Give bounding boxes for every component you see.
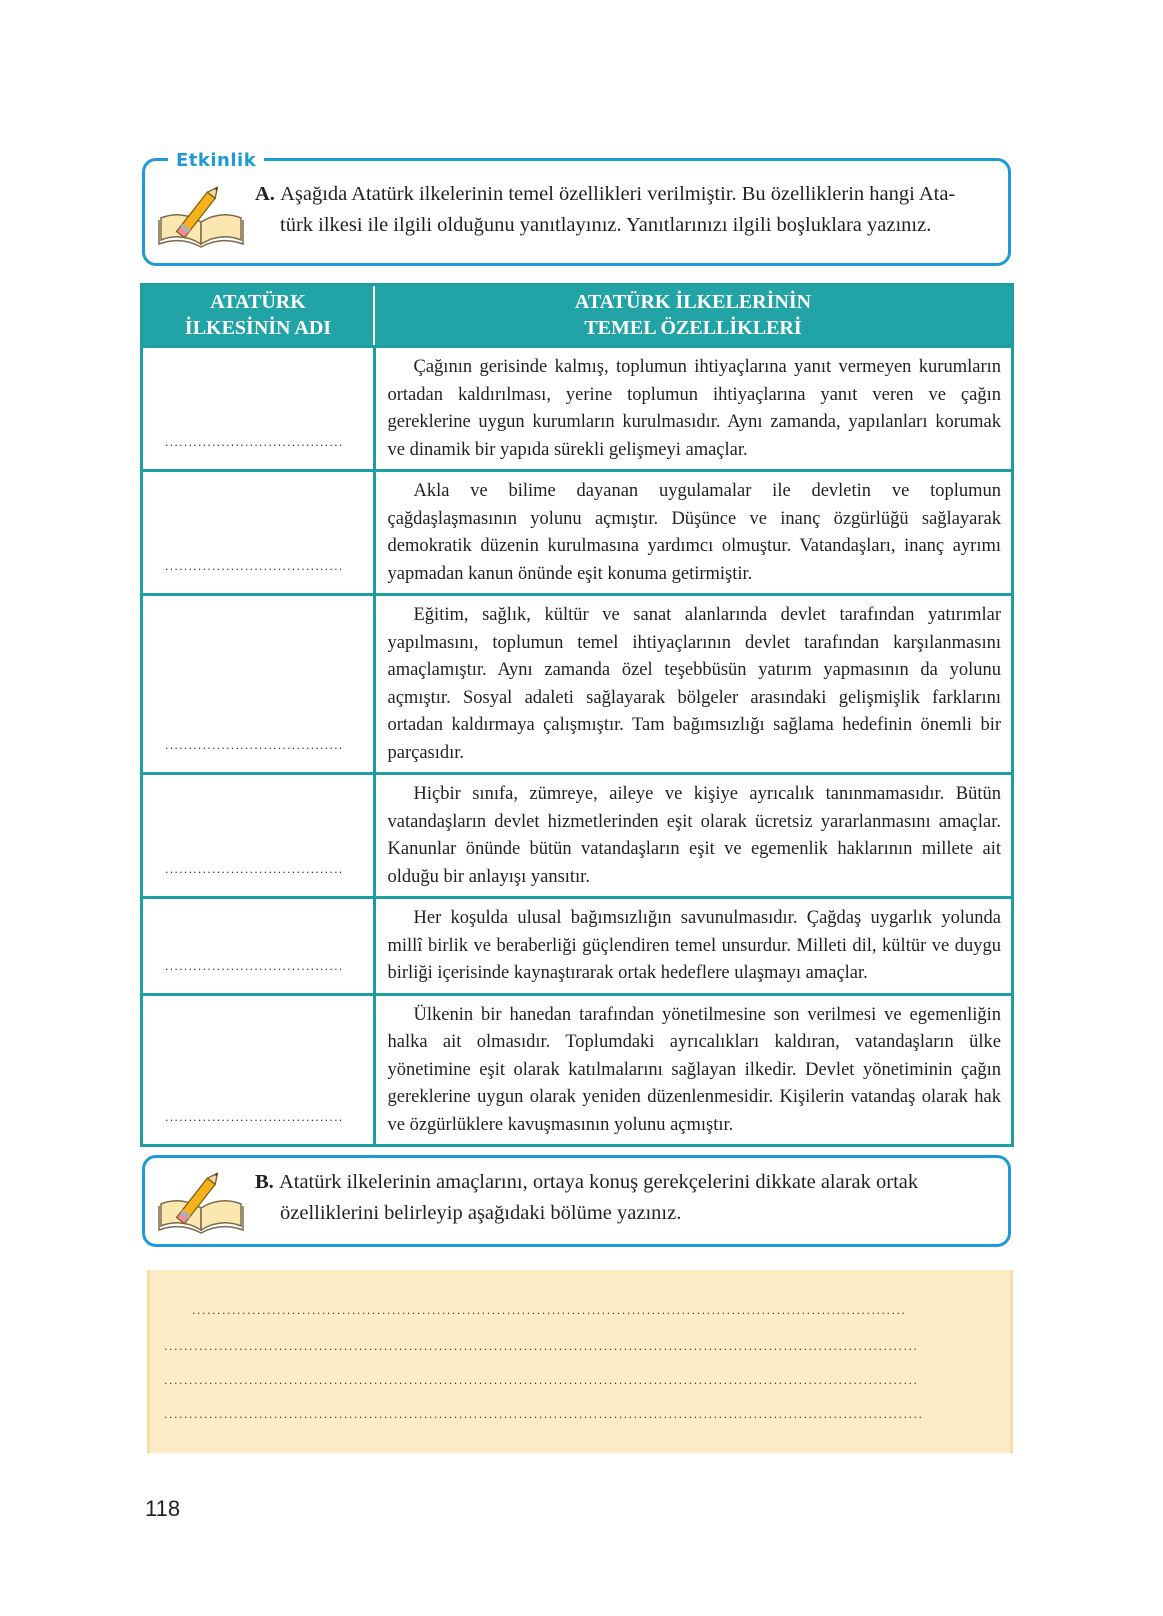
writing-line[interactable]: ........................................................................................................................................................: [164, 1408, 924, 1421]
writing-line[interactable]: .......................................................................................................................................................: [164, 1374, 919, 1387]
table-header-row: [142, 285, 1013, 347]
principle-description: Çağının gerisinde kalmış, toplumun ihtiyaçlarına yanıt vermeyen kurumların ortadan kaldırılması, yerine toplumun ihtiyaçlarına yanıt veren ve çağın gereklerine uygun kurumların kurulmasıdır. Aynı zamanda, yapılanları korumak ve dinamik bir yapıda sürekli gelişmeyi amaçlar.: [374, 347, 1013, 471]
answer-blank[interactable]: ......................................: [142, 347, 375, 471]
activity-label: Etkinlik: [168, 150, 264, 171]
writing-line[interactable]: ...............................................................................................................................................: [192, 1304, 907, 1317]
principle-description: Hiçbir sınıfa, zümreye, aileye ve kişiye ayrıcalık tanınmamasıdır. Bütün vatandaşların devlet hizmetlerinden eşit olarak ücretsiz yararlanmasını amaçlar. Kanunlar önünde bütün vatandaşların eşit ve egemenlik haklarının millete ait olduğu bir anlayışı yansıtır.: [374, 774, 1013, 898]
answer-blank[interactable]: ......................................: [142, 471, 375, 595]
principle-description: Ülkenin bir hanedan tarafından yönetilmesine son verilmesi ve egemenliğin halka ait olmasıdır. Toplumdaki ayrıcalıkları kaldıran, vatandaşların ülke yönetimine eşit olarak katılmalarını sağlayan ilkedir. Devlet yönetiminin çağın gereklerine uygun olarak yeniden düzenlenmesidir. Kişilerin vatandaş olarak hak ve özgürlüklere kavuşmasının yolunu açmıştır.: [374, 994, 1013, 1146]
table-row: [142, 774, 1013, 898]
book-pencil-icon: [155, 174, 247, 250]
activity-a-instructions: [255, 179, 977, 241]
writing-line[interactable]: .......................................................................................................................................................: [164, 1340, 919, 1353]
answer-blank[interactable]: ......................................: [142, 774, 375, 898]
principle-description: Eğitim, sağlık, kültür ve sanat alanlarında devlet tarafından yatırımlar yapılmasını, toplumun temel ihtiyaçlarının devlet tarafından karşılanmasını amaçlamıştır. Aynı zamanda özel teşebbüsün yatırım yapmasının da yolunu açmıştır. Sosyal adaleti sağlayarak bölgeler arasındaki gelişmişlik farklarını ortadan kaldırmaya çalışmıştır. Tam bağımsızlığı sağlama hedefinin önemli bir parçasıdır.: [374, 595, 1013, 774]
part-a-line1: Aşağıda Atatürk ilkelerinin temel özellikleri verilmiştir. Bu özelliklerin hangi Ata-: [280, 183, 956, 205]
principle-description: Akla ve bilime dayanan uygulamalar ile devletin ve toplumun çağdaşlaşmasının yolunu açmıştır. Düşünce ve inanç özgürlüğü sağlayarak demokratik düzenin kurulmasına yardımcı olmuştur. Vatandaşları, inanç ayrımı yapmadan kanun önünde eşit konuma getirmiştir.: [374, 471, 1013, 595]
part-b-line1: Atatürk ilkelerinin amaçlarını, ortaya konuş gerekçelerini dikkate alarak ortak: [278, 1171, 919, 1193]
page-number: 118: [145, 1496, 181, 1521]
part-b-line2: özelliklerini belirleyip aşağıdaki bölüme yazınız.: [280, 1202, 682, 1224]
answer-blank[interactable]: ......................................: [142, 994, 375, 1146]
part-a-line2: türk ilkesi ile ilgili olduğunu yanıtlayınız. Yanıtlarınızı ilgili boşluklara yazınız.: [280, 214, 932, 236]
answer-blank[interactable]: ......................................: [142, 595, 375, 774]
header-principle-name: ATATÜRK İLKESİNİN ADI: [142, 285, 375, 347]
part-b-lead: B.: [255, 1171, 274, 1193]
table-row: [142, 471, 1013, 595]
activity-b-instructions: [255, 1167, 977, 1229]
table-row: [142, 898, 1013, 995]
book-pencil-icon: [155, 1160, 247, 1236]
table-row: [142, 347, 1013, 471]
writing-area[interactable]: [147, 1270, 1013, 1453]
part-a-lead: A.: [255, 183, 275, 205]
answer-blank[interactable]: ......................................: [142, 898, 375, 995]
principles-table: [140, 283, 1014, 1147]
principle-description: Her koşulda ulusal bağımsızlığın savunulmasıdır. Çağdaş uygarlık yolunda millî birlik ve beraberliği güçlendiren temel unsurdur. Milleti dil, kültür ve duygu birliği içerisinde kaynaştırarak ortak hedeflere ulaşmayı amaçlar.: [374, 898, 1013, 995]
table-row: [142, 595, 1013, 774]
header-principle-features: ATATÜRK İLKELERİNİN TEMEL ÖZELLİKLERİ: [374, 285, 1013, 347]
table-row: [142, 994, 1013, 1146]
